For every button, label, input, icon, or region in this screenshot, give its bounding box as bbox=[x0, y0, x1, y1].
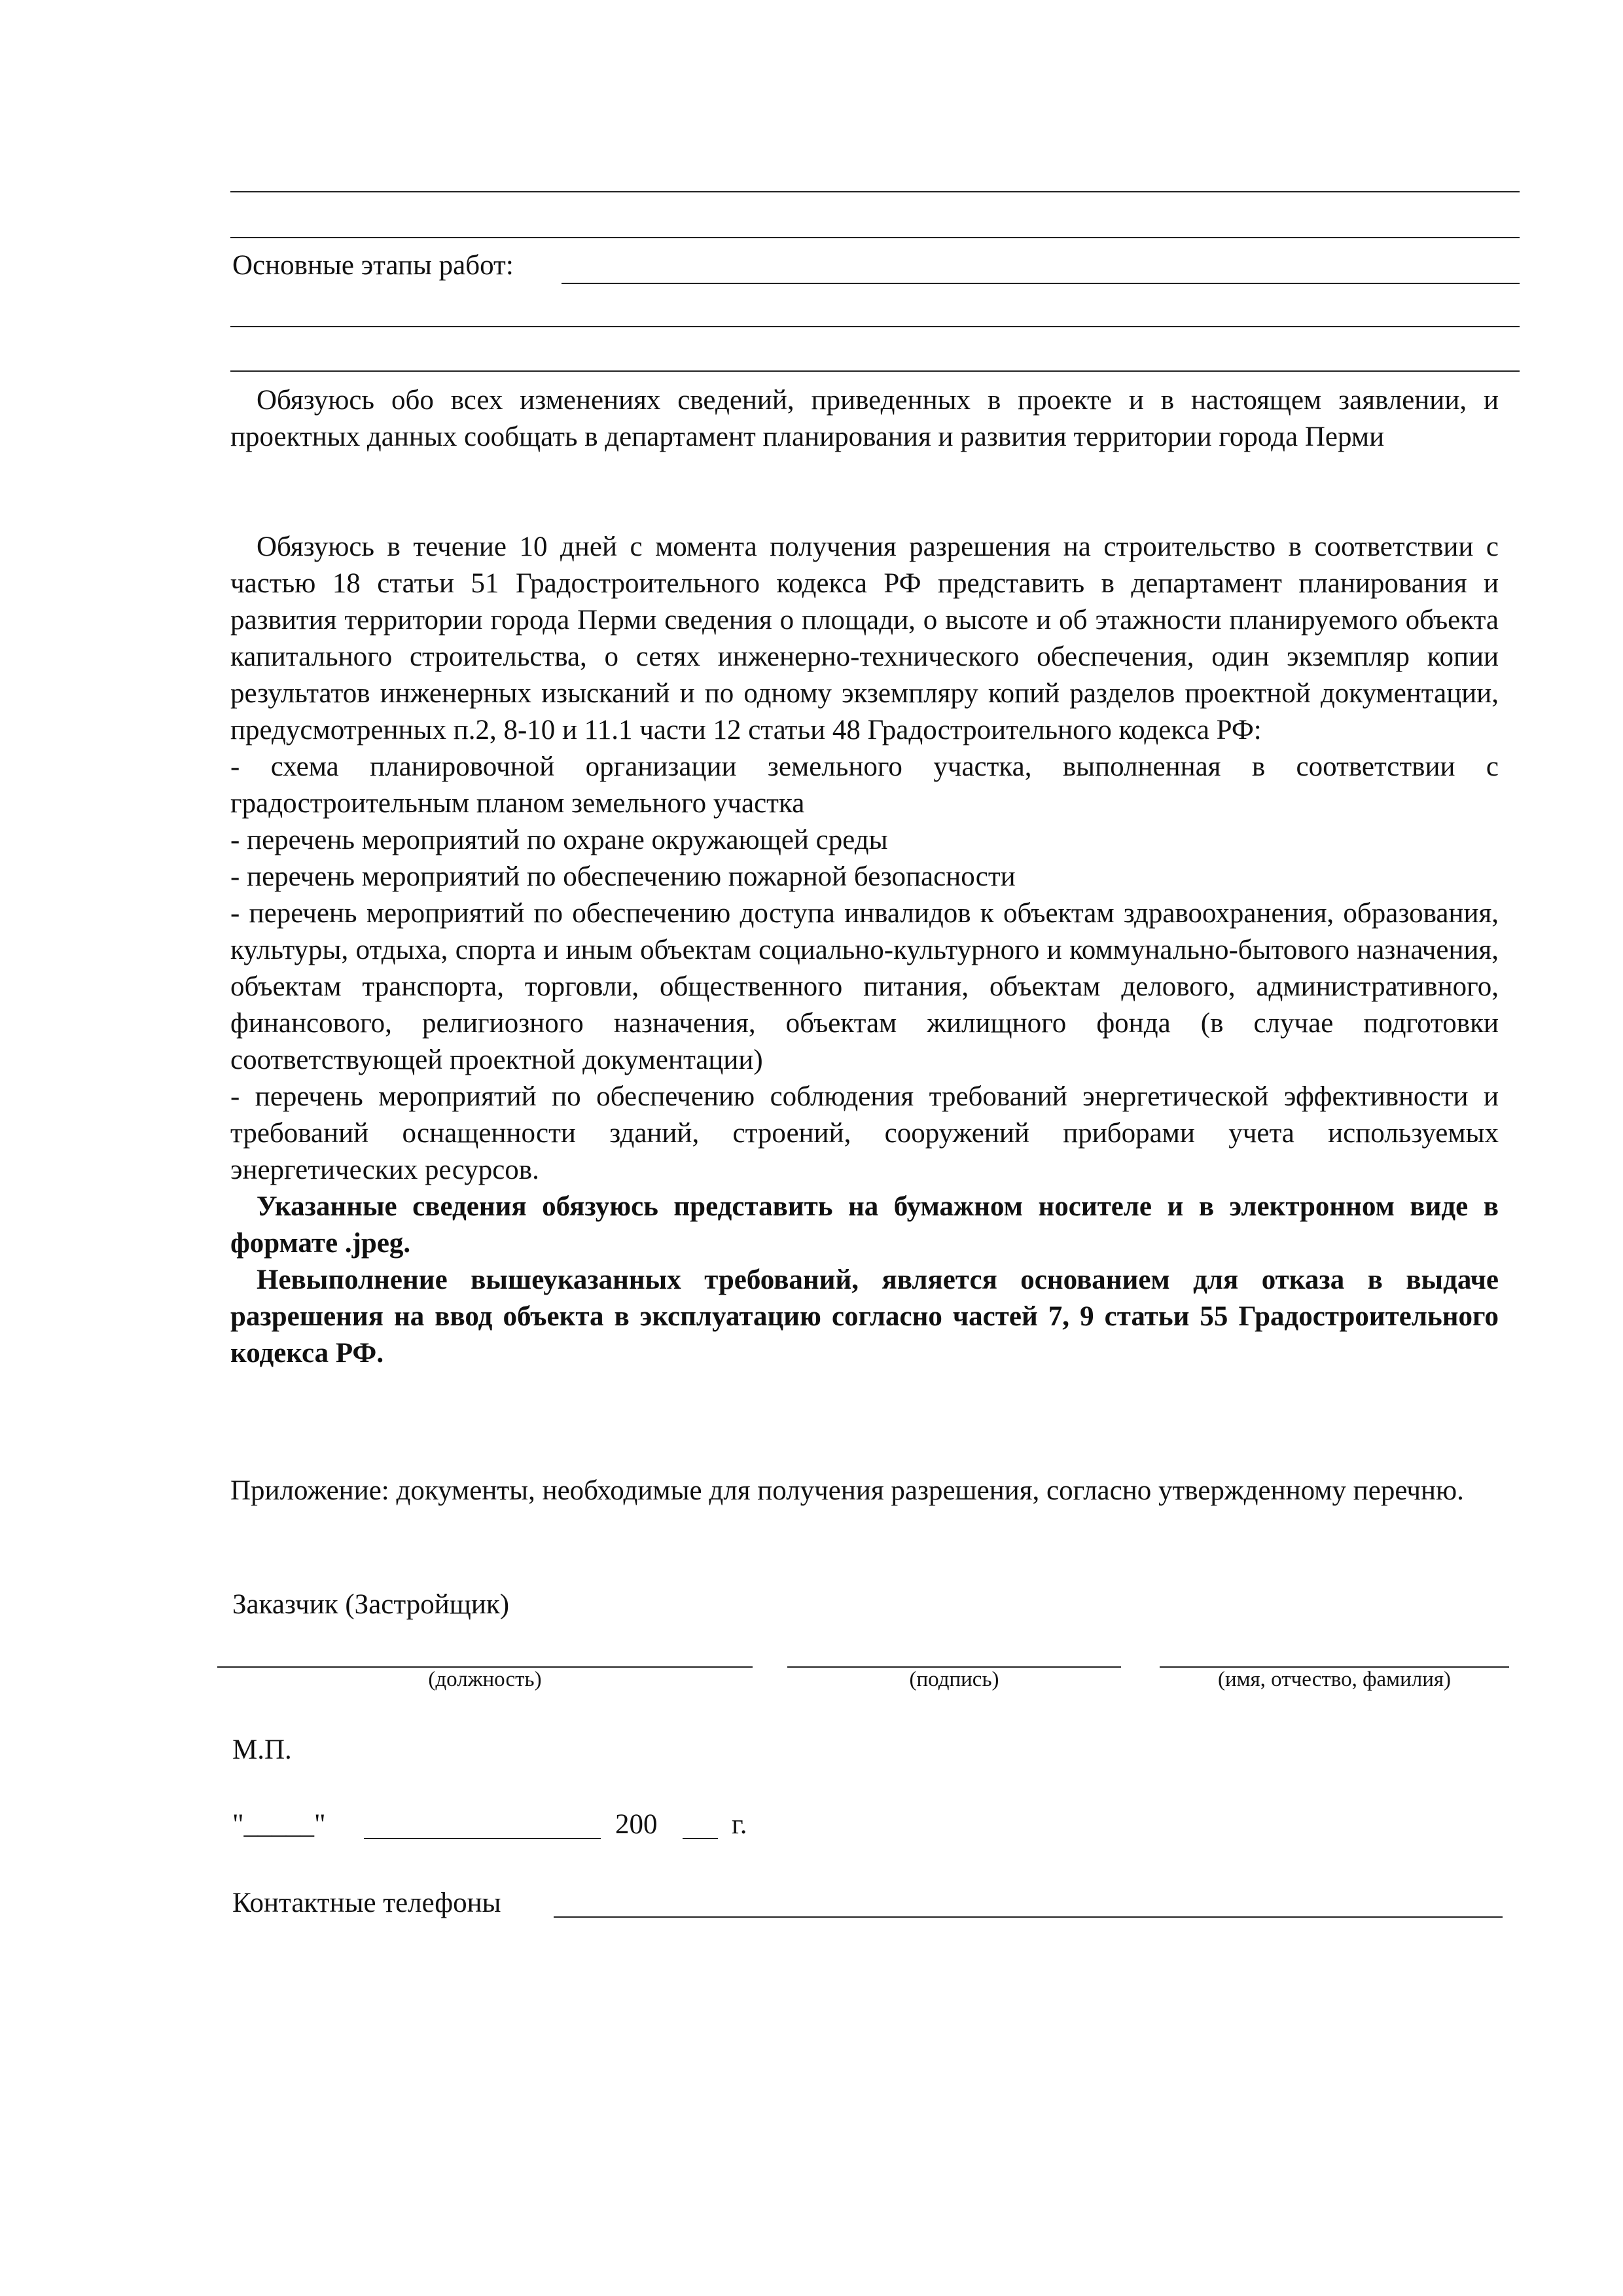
stages-label: Основные этапы работ: bbox=[232, 250, 514, 281]
commitment-text-2: Обязуюсь в течение 10 дней с момента получения разрешения на строительство в соответствии с частью 18 статьи 51 Градостроительного кодекса РФ представить в департамент планирования и развития территории города Перми сведения о площади, о высоте и об этажности планируемого объекта капитального строительства, о сетях инженерно-технического обеспечения, один экземпляр копии результатов инженерных изысканий и по одному экземпляру копий разделов проектной документации, предусмотренных п.2, 8-10 и 11.1 части 12 статьи 48 Градостроительного кодекса РФ: bbox=[230, 531, 1499, 745]
commitment-text-1: Обязуюсь обо всех изменениях сведений, приведенных в проекте и в настоящем заявлении, и проектных данных сообщать в департамент планирования и развития территории города Перми bbox=[230, 385, 1499, 452]
commitment-paragraph-2 bbox=[230, 529, 1499, 1372]
list-item: - перечень мероприятий по обеспечению доступа инвалидов к объектам здравоохранения, образования, культуры, отдыха, спорта и иным объектам социально-культурного и коммунально-бытового назначения, объектам транспорта, торговли, общественного питания, объектам делового, административного, финансового, религиозного назначения, объектам жилищного фонда (в случае подготовки соответствующей проектной документации) bbox=[230, 898, 1499, 1075]
date-day-field[interactable]: "_____" bbox=[232, 1809, 326, 1840]
stages-field[interactable] bbox=[562, 283, 1520, 284]
customer-label: Заказчик (Застройщик) bbox=[232, 1589, 510, 1620]
blank-line-2[interactable] bbox=[230, 237, 1520, 238]
blank-line-1[interactable] bbox=[230, 191, 1520, 192]
phones-field[interactable] bbox=[554, 1916, 1503, 1918]
list-item: - схема планировочной организации земельного участка, выполненная в соответствии с градостроительным планом земельного участка bbox=[230, 751, 1499, 819]
blank-line-4[interactable] bbox=[230, 370, 1520, 372]
date-year-prefix: 200 bbox=[615, 1809, 658, 1840]
list-item: - перечень мероприятий по обеспечению пожарной безопасности bbox=[230, 861, 1016, 892]
full-name-caption: (имя, отчество, фамилия) bbox=[1217, 1668, 1452, 1691]
bold-notice-2: Невыполнение вышеуказанных требований, является основанием для отказа в выдаче разрешения на ввод объекта в эксплуатацию согласно частей 7, 9 статьи 55 Градостроительного кодекса РФ. bbox=[230, 1265, 1499, 1369]
date-month-field[interactable] bbox=[364, 1838, 601, 1839]
attachment-paragraph bbox=[230, 1473, 1499, 1509]
seal-label: М.П. bbox=[232, 1734, 292, 1765]
position-caption: (должность) bbox=[428, 1668, 542, 1691]
commitment-paragraph-1 bbox=[230, 382, 1499, 456]
signature-caption: (подпись) bbox=[909, 1668, 999, 1691]
list-item: - перечень мероприятий по обеспечению соблюдения требований энергетической эффективности и требований оснащенности зданий, строений, сооружений приборами учета используемых энергетических ресурсов. bbox=[230, 1081, 1499, 1185]
list-item: - перечень мероприятий по охране окружающей среды bbox=[230, 825, 888, 855]
phones-label: Контактные телефоны bbox=[232, 1888, 501, 1918]
blank-line-3[interactable] bbox=[230, 326, 1520, 327]
bold-notice-1: Указанные сведения обязуюсь представить на бумажном носителе и в электронном виде в формате .jpeg. bbox=[230, 1191, 1499, 1259]
date-year-suffix: г. bbox=[732, 1809, 747, 1840]
date-year-field[interactable] bbox=[683, 1838, 718, 1839]
attachment-text: Приложение: документы, необходимые для получения разрешения, согласно утвержденному перечню. bbox=[230, 1475, 1464, 1506]
